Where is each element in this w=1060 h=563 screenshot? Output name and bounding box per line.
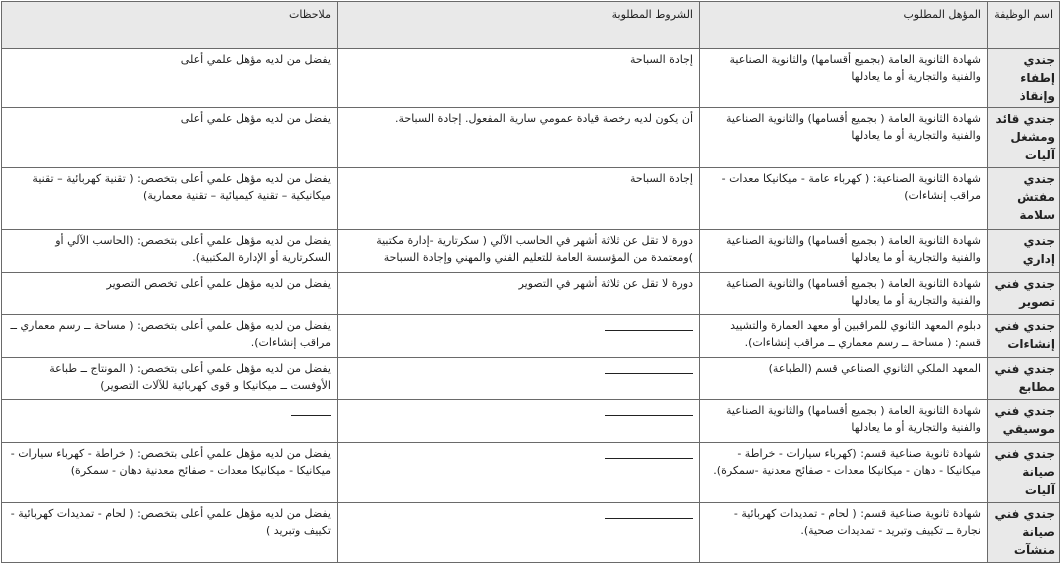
conditions-cell xyxy=(338,503,700,563)
table-row xyxy=(2,503,1060,563)
conditions-cell xyxy=(338,358,700,400)
qualification-cell: شهادة الثانوية العامة ( بجميع أقسامها) والثانوية الصناعية والفنية والتجارية أو ما يعادلها xyxy=(700,108,988,168)
conditions-cell: إجادة السباحة xyxy=(338,168,700,230)
notes-cell: يفضل من لديه مؤهل علمي أعلى xyxy=(2,108,338,168)
qualification-cell: شهادة ثانوية صناعية قسم: (كهرباء سيارات - خراطة - ميكانيكا - دهان - ميكانيكا معدات - صفائح معدنية -سمكرة). xyxy=(700,443,988,503)
header-conditions: الشروط المطلوبة xyxy=(338,2,700,49)
notes-cell: يفضل من لديه مؤهل علمي أعلى بتخصص: ( المونتاج ــ طباعة الأوفست ــ ميكانيكا و قوى كهربائية للآلات التصوير) xyxy=(2,358,338,400)
table-row xyxy=(2,168,1060,230)
header-qualification: المؤهل المطلوب xyxy=(700,2,988,49)
qualification-cell: المعهد الملكي الثانوي الصناعي قسم (الطباعة) xyxy=(700,358,988,400)
conditions-cell: أن يكون لديه رخصة قيادة عمومي سارية المفعول. إجادة السباحة. xyxy=(338,108,700,168)
conditions-cell xyxy=(338,315,700,358)
table-row xyxy=(2,108,1060,168)
conditions-cell xyxy=(338,443,700,503)
job-title: جندي فني إنشاءات xyxy=(988,315,1060,358)
conditions-cell: دورة لا تقل عن ثلاثة أشهر في الحاسب الآلي ( سكرتارية -إدارة مكتبية )ومعتمدة من المؤسسة العامة للتعليم الفني والمهني وإجادة السباحة xyxy=(338,230,700,273)
job-title: جندي فني موسيقي xyxy=(988,400,1060,443)
dash-line xyxy=(605,450,693,459)
table-row xyxy=(2,358,1060,400)
dash-line xyxy=(291,407,331,416)
table-row xyxy=(2,315,1060,358)
qualification-cell: شهادة الثانوية العامة ( بجميع أقسامها) والثانوية الصناعية والفنية والتجارية أو ما يعادلها xyxy=(700,230,988,273)
conditions-cell xyxy=(338,400,700,443)
table-row xyxy=(2,273,1060,315)
qualification-cell: شهادة ثانوية صناعية قسم: ( لحام - تمديدات كهربائية - نجارة ــ تكييف وتبريد - تمديدات صحية). xyxy=(700,503,988,563)
job-title: جندي فني صيانة منشآت xyxy=(988,503,1060,563)
header-job-title: اسم الوظيفة xyxy=(988,2,1060,49)
notes-cell xyxy=(2,400,338,443)
table-row xyxy=(2,443,1060,503)
job-title: جندي فني تصوير xyxy=(988,273,1060,315)
dash-line xyxy=(605,407,693,416)
notes-cell: يفضل من لديه مؤهل علمي أعلى بتخصص: ( خراطة - كهرباء سيارات - ميكانيكا - ميكانيكا معدات - صفائح معدنية دهان - سمكرة) xyxy=(2,443,338,503)
header-row xyxy=(2,2,1060,49)
notes-cell: يفضل من لديه مؤهل علمي أعلى بتخصص: ( مساحة ــ رسم معماري ــ مراقب إنشاءات). xyxy=(2,315,338,358)
qualification-cell: شهادة الثانوية العامة ( بجميع أقسامها) والثانوية الصناعية والفنية والتجارية أو ما يعادلها xyxy=(700,400,988,443)
dash-line xyxy=(605,510,693,519)
header-notes: ملاحظات xyxy=(2,2,338,49)
notes-cell: يفضل من لديه مؤهل علمي أعلى بتخصص: (الحاسب الآلي أو السكرتارية أو الإدارة المكتبية). xyxy=(2,230,338,273)
conditions-cell: إجادة السباحة xyxy=(338,49,700,108)
dash-line xyxy=(605,322,693,331)
qualification-cell: شهادة الثانوية العامة ( بجميع أقسامها) والثانوية الصناعية والفنية والتجارية أو ما يعادلها xyxy=(700,273,988,315)
job-title: جندي مفتش سلامة xyxy=(988,168,1060,230)
table-row xyxy=(2,49,1060,108)
job-title: جندي فني مطابع xyxy=(988,358,1060,400)
table-row xyxy=(2,230,1060,273)
notes-cell: يفضل من لديه مؤهل علمي أعلى تخصص التصوير xyxy=(2,273,338,315)
notes-cell: يفضل من لديه مؤهل علمي أعلى xyxy=(2,49,338,108)
conditions-cell: دورة لا تقل عن ثلاثة أشهر في التصوير xyxy=(338,273,700,315)
jobs-table xyxy=(1,1,1060,563)
qualification-cell: دبلوم المعهد الثانوي للمراقبين أو معهد العمارة والتشييد قسم: ( مساحة ــ رسم معماري ــ مراقب إنشاءات). xyxy=(700,315,988,358)
job-title: جندي إداري xyxy=(988,230,1060,273)
job-title: جندي إطفاء وإنقاذ xyxy=(988,49,1060,108)
dash-line xyxy=(605,365,693,374)
job-title: جندي فني صيانة آليات xyxy=(988,443,1060,503)
table-row xyxy=(2,400,1060,443)
qualification-cell: شهادة الثانوية الصناعية: ( كهرباء عامة - ميكانيكا معدات - مراقب إنشاءات) xyxy=(700,168,988,230)
notes-cell: يفضل من لديه مؤهل علمي أعلى بتخصص: ( تقنية كهربائية – تقنية ميكانيكية – تقنية كيميائية – تقنية معمارية) xyxy=(2,168,338,230)
job-title: جندي قائد ومشغل آليات xyxy=(988,108,1060,168)
notes-cell: يفضل من لديه مؤهل علمي أعلى بتخصص: ( لحام - تمديدات كهربائية - تكييف وتبريد ) xyxy=(2,503,338,563)
qualification-cell: شهادة الثانوية العامة (بجميع أقسامها) والثانوية الصناعية والفنية والتجارية أو ما يعادلها xyxy=(700,49,988,108)
